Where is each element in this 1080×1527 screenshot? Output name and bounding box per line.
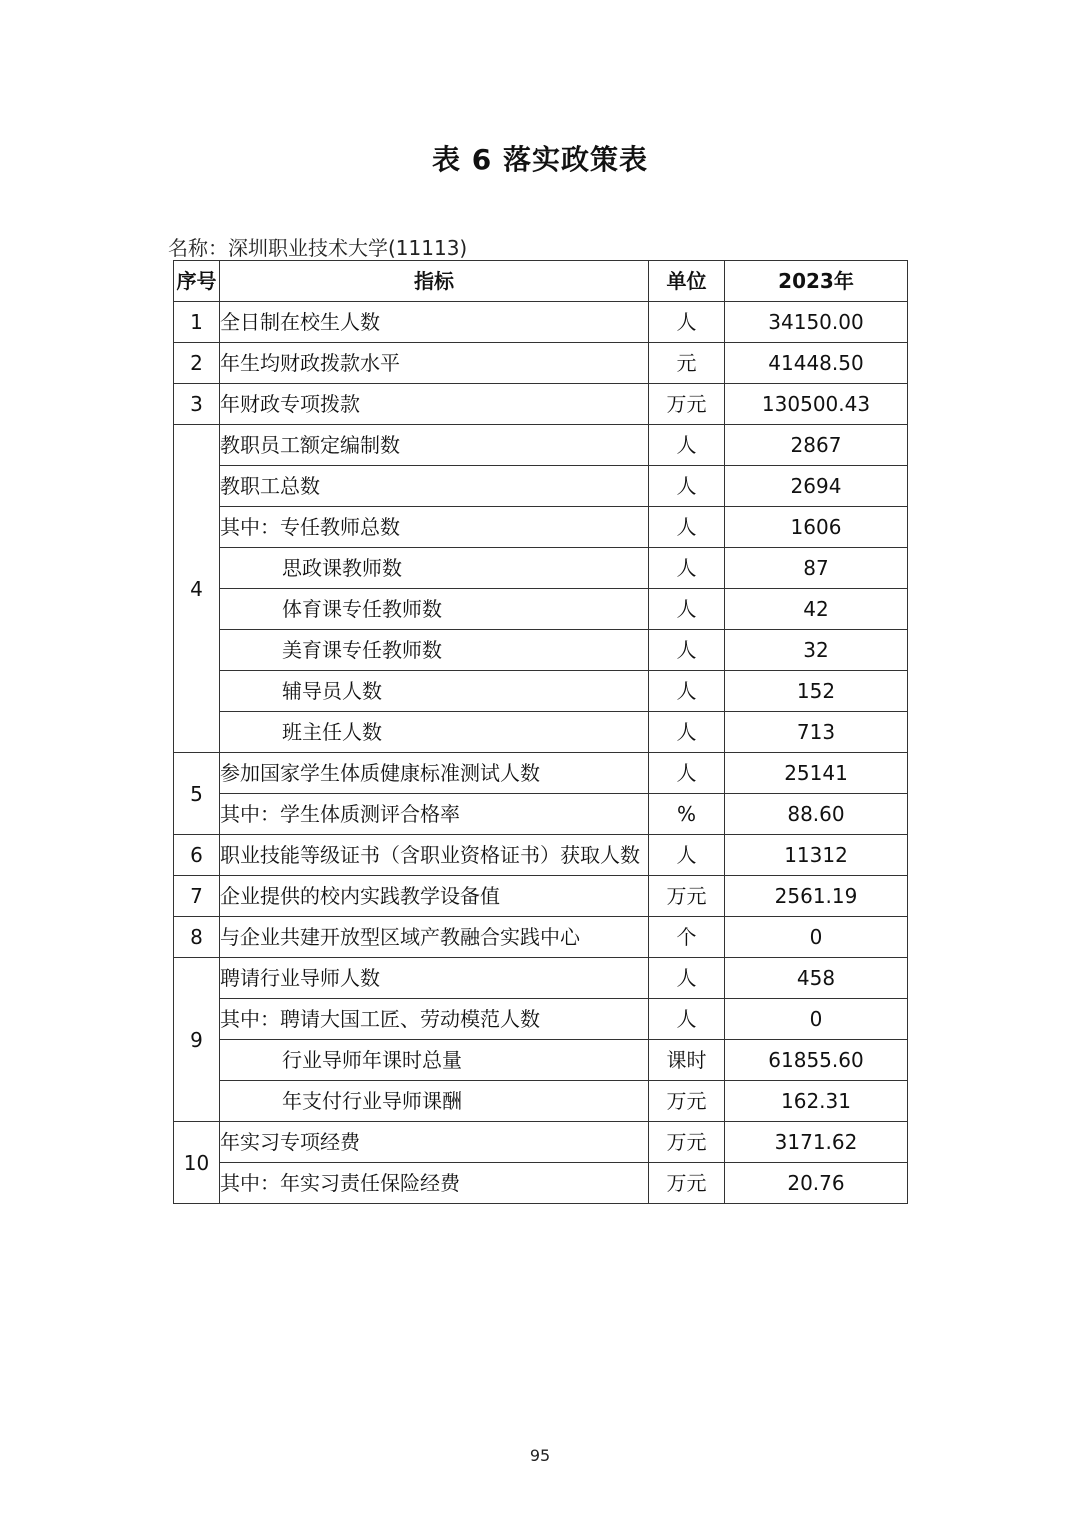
- header-unit: 单位: [649, 261, 725, 302]
- row-value: 34150.00: [725, 302, 908, 343]
- row-indicator: 企业提供的校内实践教学设备值: [220, 876, 649, 917]
- row-seq: 7: [174, 876, 220, 917]
- row-value: 1606: [725, 507, 908, 548]
- row-indicator: 美育课专任教师数: [220, 630, 649, 671]
- row-unit: 万元: [649, 876, 725, 917]
- policy-table: [173, 260, 908, 1204]
- table-row: [174, 671, 908, 712]
- row-value: 152: [725, 671, 908, 712]
- row-unit: 个: [649, 917, 725, 958]
- row-unit: 万元: [649, 1081, 725, 1122]
- page-number: 95: [529, 1446, 551, 1465]
- row-unit: 人: [649, 999, 725, 1040]
- row-value: 0: [725, 917, 908, 958]
- table-row: [174, 958, 908, 999]
- table-row: [174, 548, 908, 589]
- row-indicator: 参加国家学生体质健康标准测试人数: [220, 753, 649, 794]
- row-indicator: 教职员工额定编制数: [220, 425, 649, 466]
- row-indicator: 班主任人数: [220, 712, 649, 753]
- row-value: 162.31: [725, 1081, 908, 1122]
- row-value: 25141: [725, 753, 908, 794]
- row-unit: 人: [649, 425, 725, 466]
- table-row: [174, 589, 908, 630]
- row-unit: 课时: [649, 1040, 725, 1081]
- row-value: 713: [725, 712, 908, 753]
- row-indicator: 聘请行业导师人数: [220, 958, 649, 999]
- row-unit: 万元: [649, 1163, 725, 1204]
- row-indicator: 与企业共建开放型区域产教融合实践中心: [220, 917, 649, 958]
- row-indicator: 年生均财政拨款水平: [220, 343, 649, 384]
- table-row: [174, 1122, 908, 1163]
- table-row: [174, 876, 908, 917]
- table-row: [174, 384, 908, 425]
- row-value: 41448.50: [725, 343, 908, 384]
- row-indicator: 年财政专项拨款: [220, 384, 649, 425]
- table-header-row: [174, 261, 908, 302]
- row-seq: 3: [174, 384, 220, 425]
- row-seq: 9: [174, 958, 220, 1122]
- page-title: 表 6 落实政策表: [432, 143, 648, 176]
- row-indicator: 思政课教师数: [220, 548, 649, 589]
- row-indicator: 辅导员人数: [220, 671, 649, 712]
- row-unit: 人: [649, 835, 725, 876]
- row-value: 87: [725, 548, 908, 589]
- row-unit: 人: [649, 712, 725, 753]
- header-year: 2023年: [725, 261, 908, 302]
- row-value: 0: [725, 999, 908, 1040]
- row-value: 88.60: [725, 794, 908, 835]
- row-seq: 6: [174, 835, 220, 876]
- header-seq: 序号: [174, 261, 220, 302]
- table-row: [174, 466, 908, 507]
- row-unit: 人: [649, 507, 725, 548]
- row-indicator: 全日制在校生人数: [220, 302, 649, 343]
- table-row: [174, 302, 908, 343]
- row-indicator: 其中：专任教师总数: [220, 507, 649, 548]
- row-indicator: 年实习专项经费: [220, 1122, 649, 1163]
- table-row: [174, 753, 908, 794]
- row-unit: 人: [649, 671, 725, 712]
- row-value: 2561.19: [725, 876, 908, 917]
- row-unit: 人: [649, 466, 725, 507]
- row-seq: 10: [174, 1122, 220, 1204]
- table-row: [174, 1081, 908, 1122]
- row-value: 3171.62: [725, 1122, 908, 1163]
- row-indicator: 职业技能等级证书（含职业资格证书）获取人数: [220, 835, 649, 876]
- row-indicator: 其中：聘请大国工匠、劳动模范人数: [220, 999, 649, 1040]
- table-row: [174, 712, 908, 753]
- table-row: [174, 343, 908, 384]
- table-row: [174, 425, 908, 466]
- table-row: [174, 1163, 908, 1204]
- table-row: [174, 917, 908, 958]
- row-value: 2694: [725, 466, 908, 507]
- row-unit: 元: [649, 343, 725, 384]
- row-value: 2867: [725, 425, 908, 466]
- row-indicator: 教职工总数: [220, 466, 649, 507]
- row-unit: 人: [649, 589, 725, 630]
- row-value: 32: [725, 630, 908, 671]
- row-value: 130500.43: [725, 384, 908, 425]
- row-seq: 1: [174, 302, 220, 343]
- row-indicator: 其中：年实习责任保险经费: [220, 1163, 649, 1204]
- row-value: 61855.60: [725, 1040, 908, 1081]
- row-unit: 人: [649, 958, 725, 999]
- table-row: [174, 835, 908, 876]
- row-unit: 人: [649, 548, 725, 589]
- row-unit: 万元: [649, 384, 725, 425]
- table-row: [174, 999, 908, 1040]
- row-seq: 8: [174, 917, 220, 958]
- row-unit: 人: [649, 630, 725, 671]
- row-value: 20.76: [725, 1163, 908, 1204]
- row-unit: 人: [649, 302, 725, 343]
- row-seq: 2: [174, 343, 220, 384]
- row-unit: 人: [649, 753, 725, 794]
- row-value: 11312: [725, 835, 908, 876]
- table-row: [174, 507, 908, 548]
- table-row: [174, 794, 908, 835]
- row-indicator: 行业导师年课时总量: [220, 1040, 649, 1081]
- header-indicator: 指标: [220, 261, 649, 302]
- row-indicator: 年支付行业导师课酬: [220, 1081, 649, 1122]
- table-row: [174, 1040, 908, 1081]
- row-seq: 4: [174, 425, 220, 753]
- row-seq: 5: [174, 753, 220, 835]
- row-unit: 万元: [649, 1122, 725, 1163]
- institution-name-label: 名称：深圳职业技术大学(11113): [168, 236, 468, 260]
- table-row: [174, 630, 908, 671]
- row-value: 42: [725, 589, 908, 630]
- row-unit: %: [649, 794, 725, 835]
- row-indicator: 其中：学生体质测评合格率: [220, 794, 649, 835]
- row-value: 458: [725, 958, 908, 999]
- row-indicator: 体育课专任教师数: [220, 589, 649, 630]
